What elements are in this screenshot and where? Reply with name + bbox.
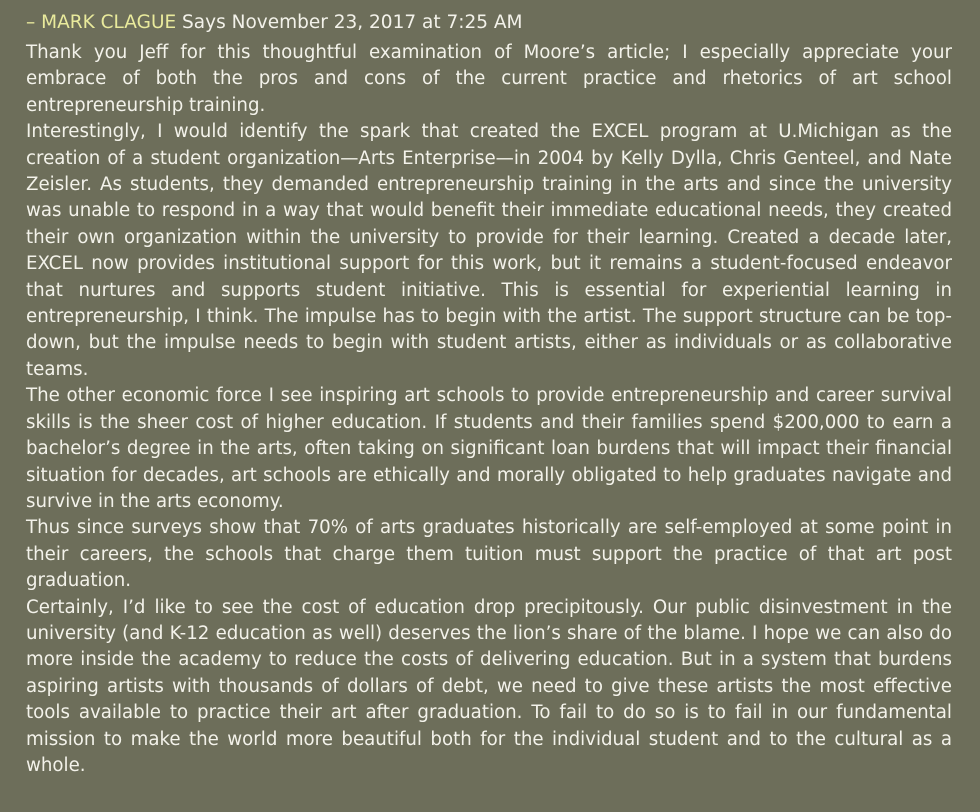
comment-body xyxy=(26,40,952,779)
author-name: MARK CLAGUE xyxy=(41,12,177,33)
says-label: Says xyxy=(176,12,232,33)
comment-meta xyxy=(26,10,952,36)
author-prefix: – xyxy=(26,12,42,33)
comment-date: November 23, 2017 at 7:25 AM xyxy=(231,12,523,33)
comment-paragraph: Thus since surveys show that 70% of arts graduates historically are self-employed at some point in their careers, the schools that charge them tuition must support the practice of that art post graduation. xyxy=(26,517,952,592)
comment-paragraph: The other economic force I see inspiring art schools to provide entrepreneurship and career survival skills is the sheer cost of higher education. If students and their families spend $200,000 to earn a bachelor’s degree in the arts, often taking on significant loan burdens that will impact their financial situation for decades, art schools are ethically and morally obligated to help graduates navigate and survive in the arts economy. xyxy=(26,385,952,512)
comment-paragraph: Thank you Jeff for this thoughtful examination of Moore’s article; I especially appreciate your embrace of both the pros and cons of the current practice and rhetorics of art school entrepreneurship training. xyxy=(26,42,952,116)
comment-paragraph: Interestingly, I would identify the spark that created the EXCEL program at U.Michigan as the creation of a student organization—Arts Enterprise—in 2004 by Kelly Dylla, Chris Genteel, and Nate Zeisler. As students, they demanded entrepreneurship training in the arts and since the university was unable to respond in a way that would benefit their immediate educational needs, they created their own organization within the university to provide for their learning. Created a decade later, EXCEL now provides institutional support for this work, but it remains a student-focused endeavor that nurtures and supports student initiative. This is essential for experiential learning in entrepreneurship, I think. The impulse has to begin with the artist. The support structure can be top-down, but the impulse needs to begin with student artists, either as individuals or as collaborative teams. xyxy=(26,121,952,380)
comment-paragraph: Certainly, I’d like to see the cost of education drop precipitously. Our public disinvestment in the university (and K-12 education as well) deserves the lion’s share of the blame. I hope we can also do more inside the academy to reduce the costs of delivering education. But in a system that burdens aspiring artists with thousands of dollars of debt, we need to give these artists the most effective tools available to practice their art after graduation. To fail to do so is to fail in our fundamental mission to make the world more beautiful both for the individual student and to the cultural as a whole. xyxy=(26,596,952,776)
comment-author-link[interactable] xyxy=(26,12,176,33)
